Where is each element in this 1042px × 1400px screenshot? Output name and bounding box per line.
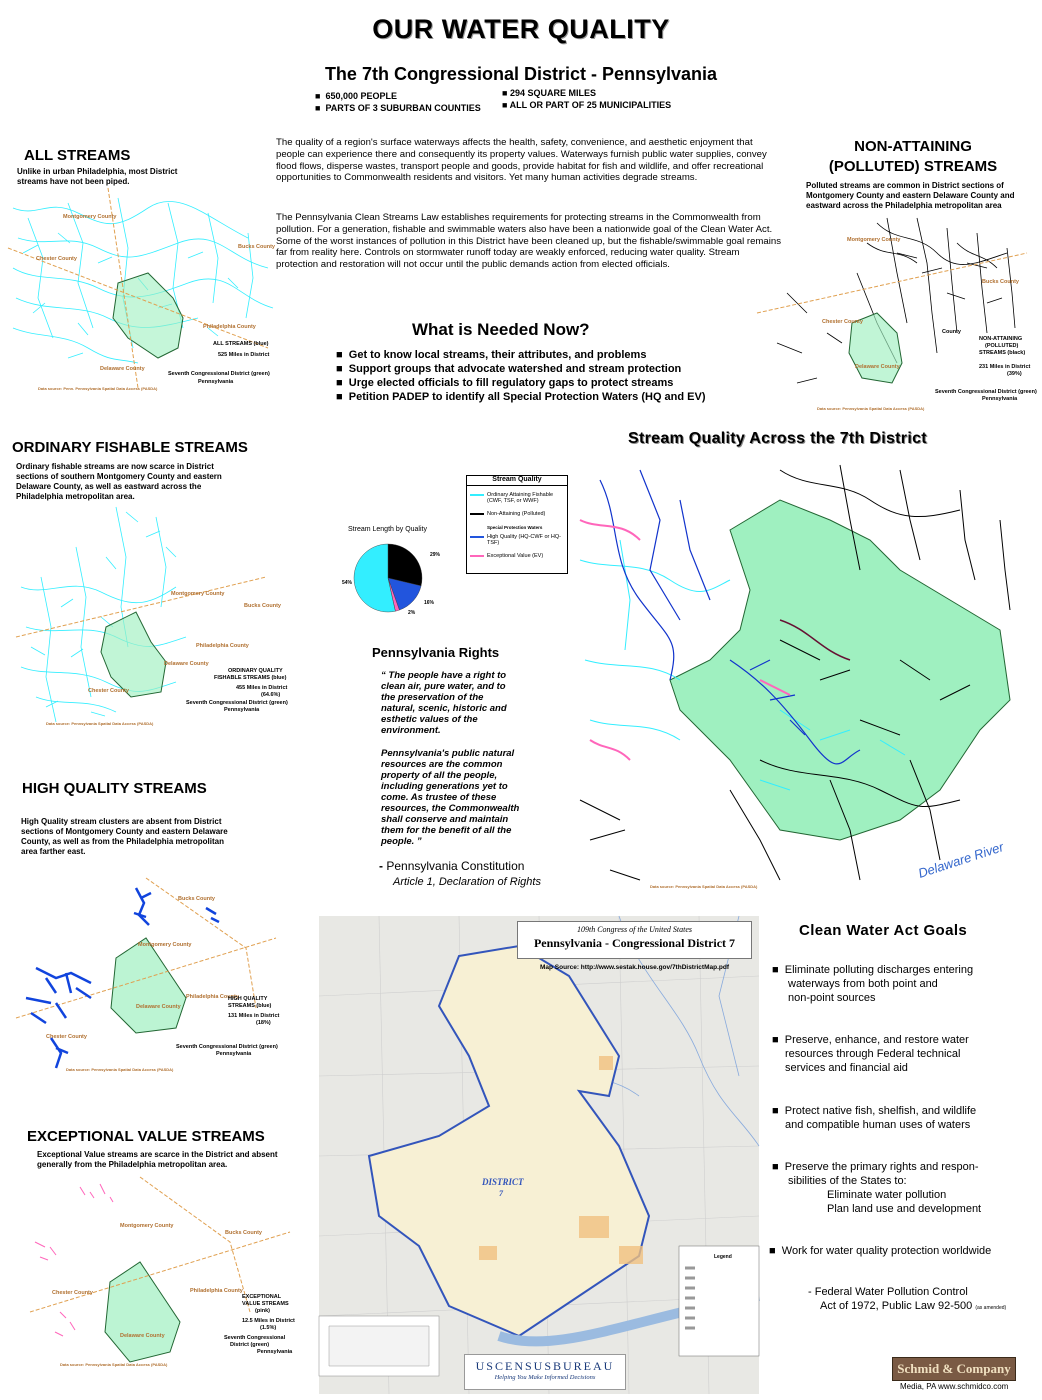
census-congress: 109th Congress of the United States: [576, 925, 693, 934]
svg-text:231 Miles in District: 231 Miles in District: [979, 364, 1031, 370]
pie-label-high-quality: 16%: [424, 600, 435, 606]
label-philadelphia: Philadelphia County: [196, 643, 249, 649]
label-bucks: Bucks County: [238, 244, 275, 250]
legend-all-state: Pennsylvania: [198, 379, 234, 385]
svg-text:Data source: Pennsylvania Spat: Data source: Pennsylvania Spatial Data Access (PASDA): [817, 406, 925, 411]
svg-text:455 Miles in District: 455 Miles in District: [236, 685, 288, 691]
label-delaware: Delaware County: [164, 661, 209, 667]
district-outline: [113, 273, 183, 358]
page-title: OUR WATER QUALITY: [372, 14, 670, 44]
intro-paragraph-2: The Pennsylvania Clean Streams Law establishes requirements for protecting streams in the Commonwealth from pollution. For a generation, fishable and swimmable waters also have been a nationwide goal of the Clean Water Act. Some of the worst instances of pollution in this District have been cleaned up, but the fishable/swimmable goal remains far from reality here. Controls on stormwater runoff today are weakly enforced, reducing water quality. Stream protection and restoration will not occur until the public demands action from elected officials.: [276, 212, 782, 271]
svg-text:Data source: Pennsylvania Spat: Data source: Pennsylvania Spatial Data Access (PASDA): [66, 1067, 174, 1072]
ordinary-title: ORDINARY FISHABLE STREAMS: [12, 439, 248, 456]
svg-text:FISHABLE STREAMS (blue): FISHABLE STREAMS (blue): [214, 675, 287, 681]
census-map-source: Map Source: http://www.sestak.house.gov/7thDistrictMap.pdf: [540, 964, 730, 971]
svg-text:NON-ATTAINING: NON-ATTAINING: [979, 336, 1023, 342]
label-philadelphia: Philadelphia County: [203, 324, 256, 330]
svg-text:Data source: Pennsylvania Spat: Data source: Pennsylvania Spatial Data Access (PASDA): [46, 721, 154, 726]
non-attaining-desc: Polluted streams are common in District sections of Montgomery County and eastern Delaware County and eastward across the Philadelphia metropolitan area: [806, 181, 1015, 210]
fact-municipalities: ALL OR PART OF 25 MUNICIPALITIES: [509, 100, 672, 110]
legend-non-attaining: Non-Attaining (Polluted): [487, 510, 546, 517]
intro-paragraph-1: The quality of a region's surface waterways affects the health, safety, convenience, and aesthetic enjoyment that people can experience there and consequently its property values. Waterways furnish public water supplies, convey flood flows, disperse wastes, transport people and goods, provide habitat for fish and wildlife, and offer recreational opportunities to Commonwealth residents and visitors. Yet many human activities degrade streams.: [276, 137, 767, 184]
svg-text:(64.6%): (64.6%): [261, 692, 281, 698]
legend-swatch-black: [470, 513, 484, 515]
footer-location: Media, PA www.schmidco.com: [900, 1382, 1009, 1391]
label-delaware: Delaware County: [120, 1333, 165, 1339]
legend-all-miles: 525 Miles in District: [218, 352, 270, 358]
all-streams-source: Data source: Penn. Pennsylvania Spatial Data Access (PASDA): [38, 386, 158, 391]
svg-text:(18%): (18%): [256, 1020, 271, 1026]
pie-label-ordinary: 54%: [342, 580, 353, 586]
svg-text:Pennsylvania: Pennsylvania: [257, 1349, 293, 1355]
legend-swatch-pink: [470, 555, 484, 557]
needed-title: What is Needed Now?: [412, 320, 590, 339]
svg-text:(1.5%): (1.5%): [260, 1325, 277, 1331]
stream-quality-legend: [466, 475, 568, 574]
needed-item: ■ Get to know local streams, their attributes, and problems: [336, 349, 647, 361]
label-bucks: Bucks County: [225, 1230, 262, 1236]
label-montgomery: Montgomery County: [63, 214, 117, 220]
label-delaware: Delaware County: [100, 366, 145, 372]
legend-all-streams: ALL STREAMS (blue): [213, 341, 269, 347]
label-chester: Chester County: [52, 1290, 93, 1296]
svg-text:Pennsylvania: Pennsylvania: [216, 1051, 252, 1057]
exceptional-map: [30, 1172, 295, 1372]
rights-quote-2: Pennsylvania's public natural resources are the common property of all the people, including generations yet to come. As trustee of these resources, the Commonwealth shall conserve and maintain them for the benefit of all the people. ”: [381, 748, 520, 847]
label-delaware: Delaware County: [855, 364, 900, 370]
svg-text:131 Miles in District: 131 Miles in District: [228, 1013, 280, 1019]
label-montgomery: Montgomery County: [847, 237, 901, 243]
fact-miles: 294 SQUARE MILES: [509, 88, 596, 98]
svg-text:Seventh Congressional District: Seventh Congressional District (green): [186, 700, 288, 706]
legend-title: Stream Quality: [467, 476, 567, 486]
svg-text:Seventh Congressional: Seventh Congressional: [224, 1335, 286, 1341]
census-legend-title: Legend: [714, 1254, 732, 1260]
label-chester: Chester County: [36, 256, 77, 262]
cwa-goal-3: ■ Protect native fish, shelfish, and wildlife and compatible human uses of waters: [772, 1105, 977, 1131]
high-quality-map: [16, 868, 278, 1074]
svg-text:ORDINARY QUALITY: ORDINARY QUALITY: [228, 668, 283, 674]
cwa-goal-5: ■ Work for water quality protection worldwide: [769, 1245, 992, 1257]
label-chester: Chester County: [88, 688, 129, 694]
svg-text:HIGH QUALITY: HIGH QUALITY: [228, 996, 268, 1002]
chart-title: Stream Length by Quality: [348, 526, 427, 533]
label-montgomery: Montgomery County: [120, 1223, 174, 1229]
svg-text:Pennsylvania: Pennsylvania: [982, 396, 1018, 402]
facts-right: ■ 294 SQUARE MILES ■ ALL OR PART OF 25 MUNICIPALITIES: [502, 88, 672, 110]
label-bucks: Bucks County: [244, 603, 281, 609]
census-map-heading-box: [517, 921, 752, 959]
svg-text:STREAMS (blue): STREAMS (blue): [228, 1003, 272, 1009]
svg-text:District (green): District (green): [230, 1342, 270, 1348]
rights-title: Pennsylvania Rights: [372, 645, 500, 660]
census-district-map: [319, 916, 759, 1394]
census-heading: Pennsylvania - Congressional District 7: [533, 936, 736, 950]
svg-text:Seventh Congressional District: Seventh Congressional District (green): [935, 389, 1037, 395]
svg-text:Seventh Congressional District: Seventh Congressional District (green): [176, 1044, 278, 1050]
cwa-goal-4: ■ Preserve the primary rights and respon- sibilities of the States to: Eliminate water pollution Plan land use and development: [772, 1161, 982, 1215]
svg-text:(POLLUTED): (POLLUTED): [985, 343, 1019, 349]
needed-item: ■ Support groups that advocate watershed and stream protection: [336, 363, 682, 375]
facts-left: ■ 650,000 PEOPLE ■ PARTS OF 3 SUBURBAN COUNTIES: [315, 91, 481, 113]
exceptional-desc: Exceptional Value streams are scarce in the District and absent generally from the Philadelphia metropolitan area.: [37, 1150, 278, 1169]
ordinary-desc: Ordinary fishable streams are now scarce in District sections of southern Montgomery County and eastern Delaware County, as well as eastward across the Philadelphia metropolitan area.: [16, 462, 222, 501]
label-philadelphia: Philadelphia County: [190, 1288, 243, 1294]
stream-map-title: Stream Quality Across the 7th District: [628, 430, 927, 447]
fact-counties: PARTS OF 3 SUBURBAN COUNTIES: [325, 103, 481, 113]
svg-text:STREAMS (black): STREAMS (black): [979, 350, 1026, 356]
label-bucks: Bucks County: [982, 279, 1019, 285]
stream-quality-map: [580, 460, 1020, 892]
stream-length-pie: [340, 538, 440, 628]
cwa-goal-1: ■ Eliminate polluting discharges entering waterways from both point and non-point sources: [772, 964, 974, 1004]
delaware-river-label: Delaware River: [916, 839, 1006, 881]
svg-text:(39%): (39%): [1007, 371, 1022, 377]
rights-quote-1: “ The people have a right to clean air, pure water, and to the preservation of the natural, scenic, historic and esthetic values of the environment.: [381, 670, 507, 736]
ordinary-map: [16, 497, 288, 729]
svg-text:12.5 Miles in District: 12.5 Miles in District: [242, 1318, 295, 1324]
legend-spw: Special Protection Waters: [487, 525, 543, 530]
legend-ev: Exceptional Value (EV): [487, 552, 544, 559]
label-chester: Chester County: [822, 319, 863, 325]
pie-label-non-attaining: 29%: [430, 552, 441, 558]
high-quality-desc: High Quality stream clusters are absent from District sections of Montgomery County and eastern Delaware County, as well as from the Philadelphia metropolitan area farther east.: [21, 817, 228, 856]
pie-label-exceptional: 2%: [408, 610, 416, 616]
all-streams-title: ALL STREAMS: [24, 147, 131, 164]
needed-list: [336, 348, 766, 404]
svg-text:EXCEPTIONAL: EXCEPTIONAL: [242, 1294, 282, 1300]
legend-all-district: Seventh Congressional District (green): [168, 371, 270, 377]
schmid-logo: Schmid & Company: [892, 1357, 1016, 1381]
high-quality-title: HIGH QUALITY STREAMS: [22, 780, 207, 797]
label-chester: Chester County: [46, 1034, 87, 1040]
census-bureau-name: USCENSUSBUREAU: [475, 1359, 615, 1373]
svg-text:Pennsylvania: Pennsylvania: [224, 707, 260, 713]
svg-text:Data source: Pennsylvania Spat: Data source: Pennsylvania Spatial Data Access (PASDA): [60, 1362, 168, 1367]
page-subtitle: The 7th Congressional District - Pennsylvania: [324, 64, 718, 84]
cwa-goal-2: ■ Preserve, enhance, and restore water resources through Federal technical services and financial aid: [772, 1034, 969, 1074]
exceptional-title: EXCEPTIONAL VALUE STREAMS: [27, 1128, 265, 1145]
census-district-label: DISTRICT: [482, 1177, 524, 1187]
label-montgomery: Montgomery County: [171, 591, 225, 597]
svg-text:Data source: Pennsylvania Spat: Data source: Pennsylvania Spatial Data Access (PASDA): [650, 884, 758, 889]
label-bucks: Bucks County: [178, 896, 215, 902]
legend-swatch-blue: [470, 536, 484, 538]
rights-article: Article 1, Declaration of Rights: [393, 876, 541, 888]
district-area: [670, 500, 1010, 840]
svg-text:(pink): (pink): [255, 1308, 270, 1314]
census-bureau-logo: [464, 1354, 626, 1390]
all-streams-map: [8, 188, 276, 393]
label-county: County: [942, 329, 961, 335]
label-montgomery: Montgomery County: [138, 942, 192, 948]
legend-hq: High Quality (HQ-CWF or HQ-TSF): [487, 533, 561, 546]
legend-ordinary: Ordinary Attaining Fishable (CWF, TSF, or WWF): [487, 491, 554, 504]
cwa-title: Clean Water Act Goals: [799, 922, 968, 939]
non-attaining-map: [757, 213, 1037, 413]
needed-item: ■ Urge elected officials to fill regulatory gaps to protect streams: [336, 377, 674, 389]
label-philadelphia: Philadelphia County: [186, 994, 239, 1000]
census-district-number: 7: [499, 1189, 503, 1198]
needed-item: ■ Petition PADEP to identify all Special Protection Waters (HQ and EV): [336, 391, 706, 403]
census-tagline: Helping You Make Informed Decisions: [494, 1374, 596, 1381]
fact-people: 650,000 PEOPLE: [325, 91, 397, 101]
label-delaware: Delaware County: [136, 1004, 181, 1010]
census-map-graphic: [319, 916, 759, 1394]
legend-swatch-cyan: [470, 494, 484, 496]
non-attaining-title: NON-ATTAINING (POLLUTED) STREAMS: [828, 138, 998, 175]
svg-text:VALUE STREAMS: VALUE STREAMS: [242, 1301, 289, 1307]
cwa-citation: - Federal Water Pollution Control Act of 1972, Public Law 92-500 (as amended): [808, 1286, 1007, 1312]
ev-streams: [35, 1184, 113, 1336]
rights-attribution: - Pennsylvania Constitution: [379, 859, 525, 873]
all-streams-desc: Unlike in urban Philadelphia, most District streams have not been piped.: [17, 167, 178, 186]
